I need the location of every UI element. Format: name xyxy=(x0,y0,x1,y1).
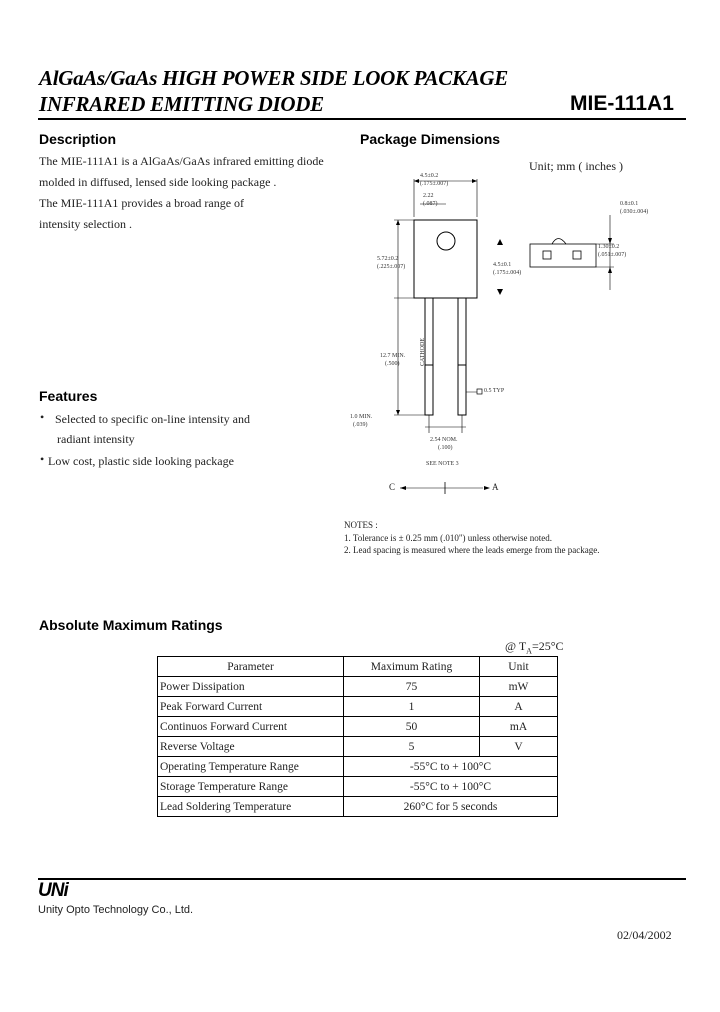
unit-cell: V xyxy=(480,737,558,757)
value-cell: 75 xyxy=(344,677,480,697)
dim-lead-square: 0.5 TYP xyxy=(484,388,505,394)
title-line-2: INFRARED EMITTING DIODE xyxy=(39,92,324,116)
dim-lead-length-in: (.500) xyxy=(385,361,400,367)
note-line: 2. Lead spacing is measured where the leads emerge from the package. xyxy=(344,545,600,555)
param-cell: Reverse Voltage xyxy=(158,737,344,757)
table-row xyxy=(158,777,558,797)
title-line-1: AlGaAs/GaAs HIGH POWER SIDE LOOK PACKAGE xyxy=(39,66,508,90)
document-date: 02/04/2002 xyxy=(617,928,672,942)
column-header: Maximum Rating xyxy=(344,657,480,677)
package-heading: Package Dimensions xyxy=(360,131,501,147)
dim-depth: 4.5±0.1 xyxy=(493,262,512,268)
table-row xyxy=(158,697,558,717)
value-cell: 5 xyxy=(344,737,480,757)
ratings-table xyxy=(157,656,558,817)
table-header-row xyxy=(158,657,558,677)
table-row xyxy=(158,717,558,737)
footer-rule xyxy=(38,878,686,880)
dim-side-thickness: 0.8±0.1 xyxy=(620,201,639,207)
param-cell: Peak Forward Current xyxy=(158,697,344,717)
package-drawing xyxy=(340,165,640,500)
description-line: The MIE-111A1 provides a broad range of xyxy=(39,196,245,210)
bullet-icon: • xyxy=(40,452,45,466)
dim-depth-in: (.175±.004) xyxy=(493,270,522,276)
table-row xyxy=(158,677,558,697)
column-header: Parameter xyxy=(158,657,344,677)
notes-title: NOTES : xyxy=(344,520,378,530)
header-rule xyxy=(38,118,686,120)
param-cell: Lead Soldering Temperature xyxy=(158,797,344,817)
dim-lens-offset-in: (.087) xyxy=(423,201,438,207)
dim-lens-offset: 2.22 xyxy=(423,193,434,199)
see-notes-label: SEE NOTE 3 xyxy=(426,461,459,467)
part-number: MIE-111A1 xyxy=(570,92,674,115)
feature-line: Low cost, plastic side looking package xyxy=(48,454,234,468)
side-view-body xyxy=(530,244,596,267)
dim-spacing: 2.54 NOM. xyxy=(430,437,458,443)
note-line: 1. Tolerance is ± 0.25 mm (.010") unless otherwise noted. xyxy=(344,533,553,543)
feature-line: Selected to specific on-line intensity and xyxy=(55,412,250,426)
table-row xyxy=(158,757,558,777)
column-header: Unit xyxy=(480,657,558,677)
company-name: Unity Opto Technology Co., Ltd. xyxy=(38,904,194,916)
dim-stub: 1.0 MIN. xyxy=(350,414,373,420)
dim-side-thickness-in: (.030±.004) xyxy=(620,209,649,215)
ratings-condition: @ $T_A=25^\circ C$ xyxy=(505,639,564,656)
dim-stub-in: (.039) xyxy=(353,422,368,428)
param-cell: Continuos Forward Current xyxy=(158,717,344,737)
value-cell: -55°C to + 100°C xyxy=(344,757,558,777)
description-heading: Description xyxy=(39,131,117,147)
lens-outline xyxy=(437,232,455,250)
dim-side-height: 1.30±0.2 xyxy=(598,244,620,250)
features-heading: Features xyxy=(39,388,98,404)
unit-note: Unit; mm ( inches ) xyxy=(529,159,623,173)
description-line: molded in diffused, lensed side looking package . xyxy=(39,175,277,189)
value-cell: 1 xyxy=(344,697,480,717)
param-cell: Operating Temperature Range xyxy=(158,757,344,777)
dim-side-height-in: (.051±.007) xyxy=(598,252,627,258)
ratings-heading: Absolute Maximum Ratings xyxy=(39,617,223,633)
unit-cell: mA xyxy=(480,717,558,737)
table-row xyxy=(158,797,558,817)
bullet-icon: • xyxy=(40,410,45,424)
unit-cell: A xyxy=(480,697,558,717)
lead-anode xyxy=(458,298,466,415)
param-cell: Storage Temperature Range xyxy=(158,777,344,797)
param-cell: Power Dissipation xyxy=(158,677,344,697)
value-cell: -55°C to + 100°C xyxy=(344,777,558,797)
value-cell: 260°C for 5 seconds xyxy=(344,797,558,817)
pin-c-label: C xyxy=(389,482,396,492)
dim-spacing-in: (.100) xyxy=(438,445,453,451)
lead-cathode xyxy=(425,298,433,415)
company-logo: UNi xyxy=(38,880,68,901)
description-line: The MIE-111A1 is a AlGaAs/GaAs infrared emitting diode xyxy=(39,154,324,168)
dim-width-in: (.175±.007) xyxy=(420,181,449,187)
cathode-label: CATHODE xyxy=(420,338,426,366)
dim-lead-length: 12.7 MIN. xyxy=(380,353,406,359)
dim-body-height: 5.72±0.2 xyxy=(377,256,399,262)
description-line: intensity selection . xyxy=(39,217,132,231)
dim-width: 4.5±0.2 xyxy=(420,173,439,179)
unit-cell: mW xyxy=(480,677,558,697)
table-row xyxy=(158,737,558,757)
feature-line: radiant intensity xyxy=(57,432,135,446)
dim-body-height-in: (.225±.007) xyxy=(377,264,406,270)
pin-a-label: A xyxy=(492,482,499,492)
value-cell: 50 xyxy=(344,717,480,737)
